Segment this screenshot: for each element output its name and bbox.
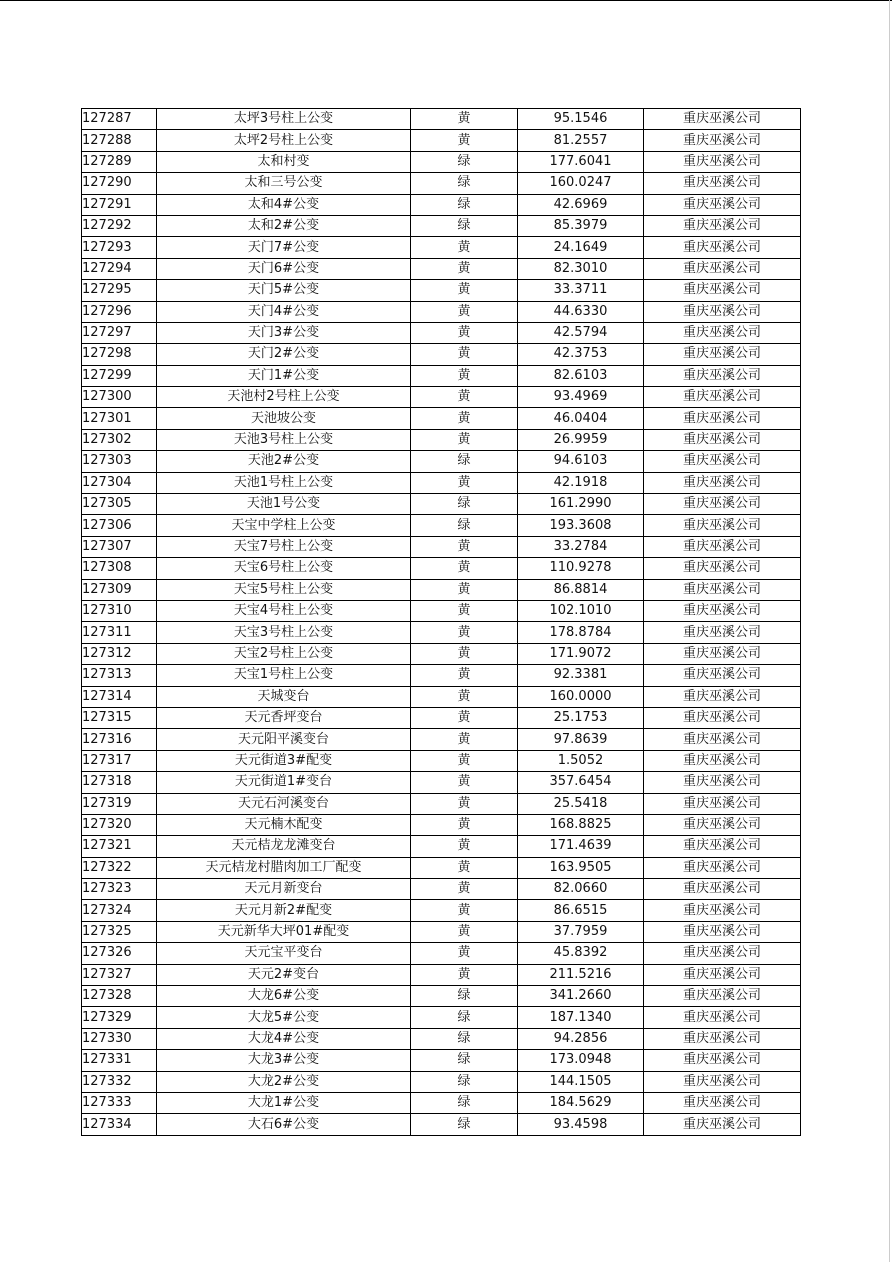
transformer-name: 天元月新变台 bbox=[157, 879, 411, 900]
level-tag: 黄 bbox=[411, 665, 518, 686]
transformer-name: 天元桔龙龙滩变台 bbox=[157, 836, 411, 857]
row-id: 127300 bbox=[82, 387, 157, 408]
company-name: 重庆巫溪公司 bbox=[644, 814, 801, 835]
transformer-name: 天池坡公变 bbox=[157, 408, 411, 429]
row-id: 127294 bbox=[82, 258, 157, 279]
table-row bbox=[82, 900, 801, 921]
level-tag: 黄 bbox=[411, 964, 518, 985]
transformer-name: 天宝4号柱上公变 bbox=[157, 600, 411, 621]
level-tag: 黄 bbox=[411, 344, 518, 365]
level-tag: 绿 bbox=[411, 151, 518, 172]
value-cell: 86.6515 bbox=[518, 900, 644, 921]
transformer-name: 天元2#变台 bbox=[157, 964, 411, 985]
row-id: 127303 bbox=[82, 451, 157, 472]
table-row bbox=[82, 1007, 801, 1028]
table-row bbox=[82, 879, 801, 900]
company-name: 重庆巫溪公司 bbox=[644, 643, 801, 664]
company-name: 重庆巫溪公司 bbox=[644, 1092, 801, 1113]
table-row bbox=[82, 1050, 801, 1071]
company-name: 重庆巫溪公司 bbox=[644, 1007, 801, 1028]
transformer-name: 天门4#公变 bbox=[157, 301, 411, 322]
value-cell: 341.2660 bbox=[518, 986, 644, 1007]
row-id: 127327 bbox=[82, 964, 157, 985]
row-id: 127289 bbox=[82, 151, 157, 172]
company-name: 重庆巫溪公司 bbox=[644, 1114, 801, 1135]
value-cell: 177.6041 bbox=[518, 151, 644, 172]
row-id: 127332 bbox=[82, 1071, 157, 1092]
table-row bbox=[82, 986, 801, 1007]
value-cell: 161.2990 bbox=[518, 494, 644, 515]
row-id: 127312 bbox=[82, 643, 157, 664]
level-tag: 绿 bbox=[411, 451, 518, 472]
transformer-name: 天宝6号柱上公变 bbox=[157, 558, 411, 579]
level-tag: 黄 bbox=[411, 879, 518, 900]
transformer-name: 太坪2号柱上公变 bbox=[157, 130, 411, 151]
row-id: 127315 bbox=[82, 707, 157, 728]
row-id: 127316 bbox=[82, 729, 157, 750]
transformer-name: 大石6#公变 bbox=[157, 1114, 411, 1135]
table-row bbox=[82, 429, 801, 450]
table-row bbox=[82, 750, 801, 771]
company-name: 重庆巫溪公司 bbox=[644, 322, 801, 343]
level-tag: 黄 bbox=[411, 686, 518, 707]
table-row bbox=[82, 322, 801, 343]
value-cell: 110.9278 bbox=[518, 558, 644, 579]
value-cell: 160.0247 bbox=[518, 173, 644, 194]
row-id: 127328 bbox=[82, 986, 157, 1007]
level-tag: 黄 bbox=[411, 943, 518, 964]
company-name: 重庆巫溪公司 bbox=[644, 1050, 801, 1071]
transformer-name: 天宝3号柱上公变 bbox=[157, 622, 411, 643]
row-id: 127297 bbox=[82, 322, 157, 343]
company-name: 重庆巫溪公司 bbox=[644, 451, 801, 472]
transformer-name: 天宝1号柱上公变 bbox=[157, 665, 411, 686]
row-id: 127324 bbox=[82, 900, 157, 921]
value-cell: 171.9072 bbox=[518, 643, 644, 664]
table-row bbox=[82, 772, 801, 793]
value-cell: 173.0948 bbox=[518, 1050, 644, 1071]
company-name: 重庆巫溪公司 bbox=[644, 729, 801, 750]
table-row bbox=[82, 109, 801, 130]
company-name: 重庆巫溪公司 bbox=[644, 707, 801, 728]
table-row bbox=[82, 536, 801, 557]
transformer-name: 太和2#公变 bbox=[157, 215, 411, 236]
table-row bbox=[82, 130, 801, 151]
transformer-name: 天城变台 bbox=[157, 686, 411, 707]
company-name: 重庆巫溪公司 bbox=[644, 429, 801, 450]
row-id: 127290 bbox=[82, 173, 157, 194]
table-row bbox=[82, 451, 801, 472]
level-tag: 黄 bbox=[411, 301, 518, 322]
company-name: 重庆巫溪公司 bbox=[644, 194, 801, 215]
table-row bbox=[82, 151, 801, 172]
value-cell: 92.3381 bbox=[518, 665, 644, 686]
table-row bbox=[82, 237, 801, 258]
row-id: 127330 bbox=[82, 1028, 157, 1049]
value-cell: 93.4598 bbox=[518, 1114, 644, 1135]
company-name: 重庆巫溪公司 bbox=[644, 665, 801, 686]
row-id: 127308 bbox=[82, 558, 157, 579]
row-id: 127310 bbox=[82, 600, 157, 621]
value-cell: 33.2784 bbox=[518, 536, 644, 557]
company-name: 重庆巫溪公司 bbox=[644, 1071, 801, 1092]
company-name: 重庆巫溪公司 bbox=[644, 793, 801, 814]
table-row bbox=[82, 665, 801, 686]
transformer-name: 大龙2#公变 bbox=[157, 1071, 411, 1092]
table-row bbox=[82, 365, 801, 386]
company-name: 重庆巫溪公司 bbox=[644, 579, 801, 600]
transformer-name: 天元新华大坪01#配变 bbox=[157, 921, 411, 942]
level-tag: 黄 bbox=[411, 536, 518, 557]
table-row bbox=[82, 814, 801, 835]
value-cell: 144.1505 bbox=[518, 1071, 644, 1092]
table-row bbox=[82, 173, 801, 194]
level-tag: 绿 bbox=[411, 215, 518, 236]
table-row bbox=[82, 1028, 801, 1049]
company-name: 重庆巫溪公司 bbox=[644, 600, 801, 621]
transformer-name: 大龙1#公变 bbox=[157, 1092, 411, 1113]
transformer-table bbox=[81, 108, 801, 1136]
value-cell: 160.0000 bbox=[518, 686, 644, 707]
transformer-name: 天元街道1#变台 bbox=[157, 772, 411, 793]
row-id: 127318 bbox=[82, 772, 157, 793]
value-cell: 168.8825 bbox=[518, 814, 644, 835]
transformer-name: 天元香坪变台 bbox=[157, 707, 411, 728]
row-id: 127322 bbox=[82, 857, 157, 878]
table-row bbox=[82, 964, 801, 985]
transformer-name: 天池3号柱上公变 bbox=[157, 429, 411, 450]
table-row bbox=[82, 301, 801, 322]
value-cell: 25.1753 bbox=[518, 707, 644, 728]
row-id: 127313 bbox=[82, 665, 157, 686]
page-top-border bbox=[0, 0, 892, 1]
company-name: 重庆巫溪公司 bbox=[644, 215, 801, 236]
level-tag: 绿 bbox=[411, 986, 518, 1007]
value-cell: 82.0660 bbox=[518, 879, 644, 900]
level-tag: 绿 bbox=[411, 1007, 518, 1028]
level-tag: 绿 bbox=[411, 1071, 518, 1092]
level-tag: 黄 bbox=[411, 130, 518, 151]
transformer-name: 大龙3#公变 bbox=[157, 1050, 411, 1071]
value-cell: 163.9505 bbox=[518, 857, 644, 878]
table-row bbox=[82, 600, 801, 621]
transformer-name: 太和4#公变 bbox=[157, 194, 411, 215]
level-tag: 黄 bbox=[411, 857, 518, 878]
table-row bbox=[82, 729, 801, 750]
transformer-name: 大龙6#公变 bbox=[157, 986, 411, 1007]
transformer-name: 天元月新2#配变 bbox=[157, 900, 411, 921]
level-tag: 绿 bbox=[411, 494, 518, 515]
value-cell: 211.5216 bbox=[518, 964, 644, 985]
transformer-name: 天元宝平变台 bbox=[157, 943, 411, 964]
company-name: 重庆巫溪公司 bbox=[644, 515, 801, 536]
transformer-name: 太坪3号柱上公变 bbox=[157, 109, 411, 130]
table-row bbox=[82, 622, 801, 643]
transformer-name: 大龙4#公变 bbox=[157, 1028, 411, 1049]
value-cell: 93.4969 bbox=[518, 387, 644, 408]
transformer-name: 天元楠木配变 bbox=[157, 814, 411, 835]
row-id: 127320 bbox=[82, 814, 157, 835]
company-name: 重庆巫溪公司 bbox=[644, 472, 801, 493]
transformer-name: 天门6#公变 bbox=[157, 258, 411, 279]
level-tag: 黄 bbox=[411, 836, 518, 857]
transformer-name: 天门5#公变 bbox=[157, 280, 411, 301]
row-id: 127309 bbox=[82, 579, 157, 600]
level-tag: 黄 bbox=[411, 237, 518, 258]
transformer-name: 天宝7号柱上公变 bbox=[157, 536, 411, 557]
value-cell: 26.9959 bbox=[518, 429, 644, 450]
company-name: 重庆巫溪公司 bbox=[644, 836, 801, 857]
row-id: 127321 bbox=[82, 836, 157, 857]
company-name: 重庆巫溪公司 bbox=[644, 750, 801, 771]
row-id: 127292 bbox=[82, 215, 157, 236]
row-id: 127298 bbox=[82, 344, 157, 365]
level-tag: 绿 bbox=[411, 194, 518, 215]
level-tag: 黄 bbox=[411, 280, 518, 301]
company-name: 重庆巫溪公司 bbox=[644, 494, 801, 515]
transformer-name: 天池1号公变 bbox=[157, 494, 411, 515]
value-cell: 184.5629 bbox=[518, 1092, 644, 1113]
company-name: 重庆巫溪公司 bbox=[644, 536, 801, 557]
row-id: 127323 bbox=[82, 879, 157, 900]
row-id: 127334 bbox=[82, 1114, 157, 1135]
table-row bbox=[82, 836, 801, 857]
value-cell: 102.1010 bbox=[518, 600, 644, 621]
row-id: 127302 bbox=[82, 429, 157, 450]
level-tag: 黄 bbox=[411, 558, 518, 579]
company-name: 重庆巫溪公司 bbox=[644, 900, 801, 921]
transformer-name: 天门7#公变 bbox=[157, 237, 411, 258]
row-id: 127305 bbox=[82, 494, 157, 515]
row-id: 127287 bbox=[82, 109, 157, 130]
row-id: 127293 bbox=[82, 237, 157, 258]
table-row bbox=[82, 387, 801, 408]
value-cell: 357.6454 bbox=[518, 772, 644, 793]
level-tag: 绿 bbox=[411, 1028, 518, 1049]
value-cell: 95.1546 bbox=[518, 109, 644, 130]
level-tag: 黄 bbox=[411, 408, 518, 429]
table-row bbox=[82, 1114, 801, 1135]
level-tag: 黄 bbox=[411, 643, 518, 664]
company-name: 重庆巫溪公司 bbox=[644, 280, 801, 301]
company-name: 重庆巫溪公司 bbox=[644, 921, 801, 942]
value-cell: 33.3711 bbox=[518, 280, 644, 301]
value-cell: 44.6330 bbox=[518, 301, 644, 322]
table-row bbox=[82, 515, 801, 536]
level-tag: 黄 bbox=[411, 707, 518, 728]
level-tag: 黄 bbox=[411, 429, 518, 450]
table-row bbox=[82, 707, 801, 728]
level-tag: 黄 bbox=[411, 600, 518, 621]
value-cell: 82.6103 bbox=[518, 365, 644, 386]
value-cell: 193.3608 bbox=[518, 515, 644, 536]
transformer-name: 太和村变 bbox=[157, 151, 411, 172]
company-name: 重庆巫溪公司 bbox=[644, 365, 801, 386]
transformer-name: 太和三号公变 bbox=[157, 173, 411, 194]
row-id: 127296 bbox=[82, 301, 157, 322]
value-cell: 86.8814 bbox=[518, 579, 644, 600]
transformer-name: 大龙5#公变 bbox=[157, 1007, 411, 1028]
company-name: 重庆巫溪公司 bbox=[644, 258, 801, 279]
row-id: 127304 bbox=[82, 472, 157, 493]
value-cell: 42.5794 bbox=[518, 322, 644, 343]
company-name: 重庆巫溪公司 bbox=[644, 151, 801, 172]
company-name: 重庆巫溪公司 bbox=[644, 964, 801, 985]
row-id: 127306 bbox=[82, 515, 157, 536]
level-tag: 黄 bbox=[411, 109, 518, 130]
level-tag: 黄 bbox=[411, 793, 518, 814]
level-tag: 绿 bbox=[411, 173, 518, 194]
row-id: 127314 bbox=[82, 686, 157, 707]
company-name: 重庆巫溪公司 bbox=[644, 109, 801, 130]
row-id: 127291 bbox=[82, 194, 157, 215]
level-tag: 黄 bbox=[411, 921, 518, 942]
level-tag: 黄 bbox=[411, 814, 518, 835]
transformer-name: 天门1#公变 bbox=[157, 365, 411, 386]
transformer-name: 天元街道3#配变 bbox=[157, 750, 411, 771]
value-cell: 187.1340 bbox=[518, 1007, 644, 1028]
table-row bbox=[82, 194, 801, 215]
level-tag: 黄 bbox=[411, 729, 518, 750]
level-tag: 黄 bbox=[411, 772, 518, 793]
company-name: 重庆巫溪公司 bbox=[644, 558, 801, 579]
company-name: 重庆巫溪公司 bbox=[644, 879, 801, 900]
company-name: 重庆巫溪公司 bbox=[644, 173, 801, 194]
row-id: 127326 bbox=[82, 943, 157, 964]
row-id: 127299 bbox=[82, 365, 157, 386]
level-tag: 绿 bbox=[411, 1114, 518, 1135]
value-cell: 42.6969 bbox=[518, 194, 644, 215]
level-tag: 黄 bbox=[411, 622, 518, 643]
row-id: 127325 bbox=[82, 921, 157, 942]
value-cell: 46.0404 bbox=[518, 408, 644, 429]
value-cell: 24.1649 bbox=[518, 237, 644, 258]
company-name: 重庆巫溪公司 bbox=[644, 408, 801, 429]
value-cell: 1.5052 bbox=[518, 750, 644, 771]
value-cell: 25.5418 bbox=[518, 793, 644, 814]
level-tag: 黄 bbox=[411, 750, 518, 771]
table-row bbox=[82, 472, 801, 493]
level-tag: 绿 bbox=[411, 1050, 518, 1071]
level-tag: 黄 bbox=[411, 365, 518, 386]
row-id: 127295 bbox=[82, 280, 157, 301]
table-row bbox=[82, 686, 801, 707]
table-row bbox=[82, 280, 801, 301]
value-cell: 85.3979 bbox=[518, 215, 644, 236]
row-id: 127333 bbox=[82, 1092, 157, 1113]
value-cell: 42.3753 bbox=[518, 344, 644, 365]
table-row bbox=[82, 643, 801, 664]
transformer-name: 天门2#公变 bbox=[157, 344, 411, 365]
transformer-name: 天宝中学柱上公变 bbox=[157, 515, 411, 536]
value-cell: 82.3010 bbox=[518, 258, 644, 279]
table-row bbox=[82, 408, 801, 429]
value-cell: 97.8639 bbox=[518, 729, 644, 750]
value-cell: 171.4639 bbox=[518, 836, 644, 857]
level-tag: 黄 bbox=[411, 900, 518, 921]
value-cell: 178.8784 bbox=[518, 622, 644, 643]
level-tag: 黄 bbox=[411, 322, 518, 343]
company-name: 重庆巫溪公司 bbox=[644, 301, 801, 322]
table-row bbox=[82, 943, 801, 964]
row-id: 127319 bbox=[82, 793, 157, 814]
level-tag: 黄 bbox=[411, 387, 518, 408]
transformer-name: 天元桔龙村腊肉加工厂配变 bbox=[157, 857, 411, 878]
table-row bbox=[82, 258, 801, 279]
company-name: 重庆巫溪公司 bbox=[644, 857, 801, 878]
company-name: 重庆巫溪公司 bbox=[644, 772, 801, 793]
company-name: 重庆巫溪公司 bbox=[644, 1028, 801, 1049]
level-tag: 黄 bbox=[411, 258, 518, 279]
row-id: 127288 bbox=[82, 130, 157, 151]
value-cell: 42.1918 bbox=[518, 472, 644, 493]
level-tag: 黄 bbox=[411, 579, 518, 600]
row-id: 127301 bbox=[82, 408, 157, 429]
row-id: 127311 bbox=[82, 622, 157, 643]
company-name: 重庆巫溪公司 bbox=[644, 943, 801, 964]
table-row bbox=[82, 1092, 801, 1113]
table-row bbox=[82, 215, 801, 236]
transformer-name: 天元阳平溪变台 bbox=[157, 729, 411, 750]
company-name: 重庆巫溪公司 bbox=[644, 130, 801, 151]
transformer-name: 天池2#公变 bbox=[157, 451, 411, 472]
transformer-name: 天池村2号柱上公变 bbox=[157, 387, 411, 408]
company-name: 重庆巫溪公司 bbox=[644, 986, 801, 1007]
company-name: 重庆巫溪公司 bbox=[644, 344, 801, 365]
page-right-border bbox=[889, 0, 890, 1262]
table-row bbox=[82, 558, 801, 579]
company-name: 重庆巫溪公司 bbox=[644, 237, 801, 258]
row-id: 127329 bbox=[82, 1007, 157, 1028]
row-id: 127331 bbox=[82, 1050, 157, 1071]
table-row bbox=[82, 579, 801, 600]
value-cell: 94.6103 bbox=[518, 451, 644, 472]
transformer-name: 天门3#公变 bbox=[157, 322, 411, 343]
table-row bbox=[82, 344, 801, 365]
level-tag: 黄 bbox=[411, 472, 518, 493]
level-tag: 绿 bbox=[411, 1092, 518, 1113]
transformer-name: 天元石河溪变台 bbox=[157, 793, 411, 814]
transformer-name: 天池1号柱上公变 bbox=[157, 472, 411, 493]
company-name: 重庆巫溪公司 bbox=[644, 387, 801, 408]
company-name: 重庆巫溪公司 bbox=[644, 686, 801, 707]
table-row bbox=[82, 1071, 801, 1092]
row-id: 127307 bbox=[82, 536, 157, 557]
company-name: 重庆巫溪公司 bbox=[644, 622, 801, 643]
transformer-name: 天宝5号柱上公变 bbox=[157, 579, 411, 600]
table-row bbox=[82, 857, 801, 878]
table-row bbox=[82, 921, 801, 942]
row-id: 127317 bbox=[82, 750, 157, 771]
value-cell: 81.2557 bbox=[518, 130, 644, 151]
value-cell: 45.8392 bbox=[518, 943, 644, 964]
level-tag: 绿 bbox=[411, 515, 518, 536]
value-cell: 37.7959 bbox=[518, 921, 644, 942]
value-cell: 94.2856 bbox=[518, 1028, 644, 1049]
table-row bbox=[82, 494, 801, 515]
table-row bbox=[82, 793, 801, 814]
transformer-name: 天宝2号柱上公变 bbox=[157, 643, 411, 664]
table-body bbox=[82, 109, 801, 1136]
